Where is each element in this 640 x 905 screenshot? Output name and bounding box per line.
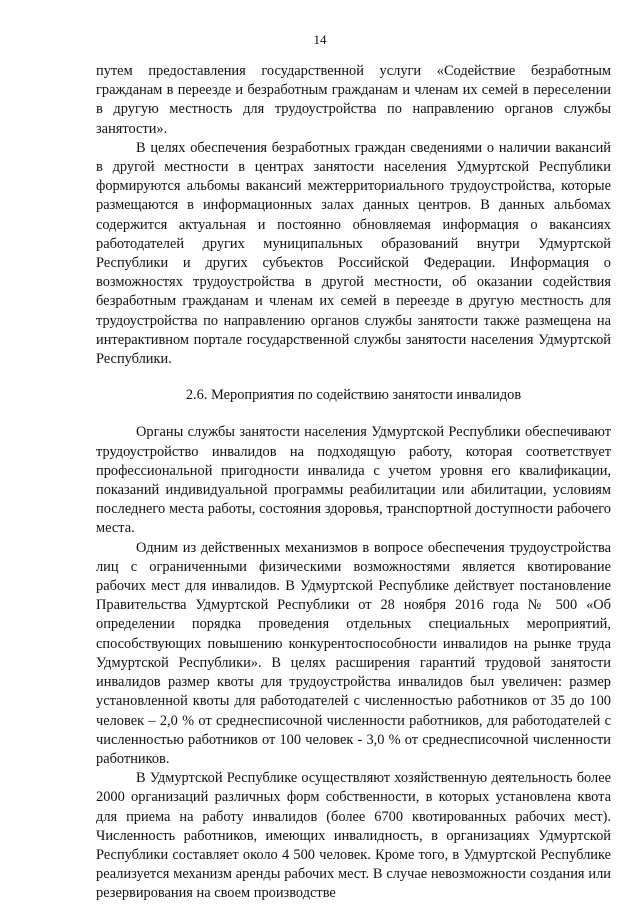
document-body [96,62,611,904]
section-heading: 2.6. Мероприятия по содействию занятости инвалидов [185,387,522,404]
paragraph-organizations: В Удмуртской Республике осуществляют хозяйственную деятельность более 2000 организаций различных форм собственности, в которых установлена квота для приема на работу инвалидов (более 6700 квотированных рабочих мест). Численность работников, имеющих инвалидность, в организациях Удмуртской Республики составляет около 4 500 человек. Кроме того, в Удмуртской Республике реализуется механизм аренды рабочих мест. В случае невозможности создания или резервирования на своем производстве [96,770,611,902]
paragraph-employment-services: Органы службы занятости населения Удмуртской Республики обеспечивают трудоустройство инвалидов на подходящую работу, которая соответствует профессиональной пригодности инвалида с учетом уровня его квалификации, показаний индивидуальной программы реабилитации или абилитации, условиям последнего места работы, состояния здоровья, транспортной доступности рабочего места. [96,424,611,537]
paragraph-job-quotas: Одним из действенных механизмов в вопросе обеспечения трудоустройства лиц с ограниченными физическими возможностями является квотирование рабочих мест для инвалидов. В Удмуртской Республике действует постановление Правительства Удмуртской Республики от 28 ноября 2016 года № 500 «Об определении порядка проведения отдельных специальных мероприятий, способствующих повышению конкурентоспособности инвалидов на рынке труда Удмуртской Республики». В целях расширения гарантий трудовой занятости инвалидов размер квоты для трудоустройства инвалидов был увеличен: размер установленной квоты для работодателей с численностью работников от 35 до 100 человек – 2,0 % от среднесписочной численности работников, для работодателей с численностью работников от 100 человек - 3,0 % от среднесписочной численности работников. [96,539,611,767]
page-number: 14 [313,32,327,47]
paragraph-continuation: путем предоставления государственной услуги «Содействие безработным гражданам в переезде и безработным гражданам и членам их семей в переселении в другую местность для трудоустройства по направлению органов службы занятости». [96,63,611,137]
paragraph-vacancy-albums: В целях обеспечения безработных граждан сведениями о наличии вакансий в другой местности в центрах занятости населения Удмуртской Республики формируются альбомы вакансий межтерриториального трудоустройства, которые размещаются в информационных залах данных центров. В данных альбомах содержится актуальная и постоянно обновляемая информация о вакансиях работодателей других муниципальных образований внутри Удмуртской Республики и других субъектов Российской Федерации. Информация о возможностях трудоустройства в другой местности, об оказании содействия безработным гражданам и членам их семей в переезде в другую местность для трудоустройства по направлению органов службы занятости также размещена на интерактивном портале государственной службы занятости населения Удмуртской Республики. [96,139,611,368]
